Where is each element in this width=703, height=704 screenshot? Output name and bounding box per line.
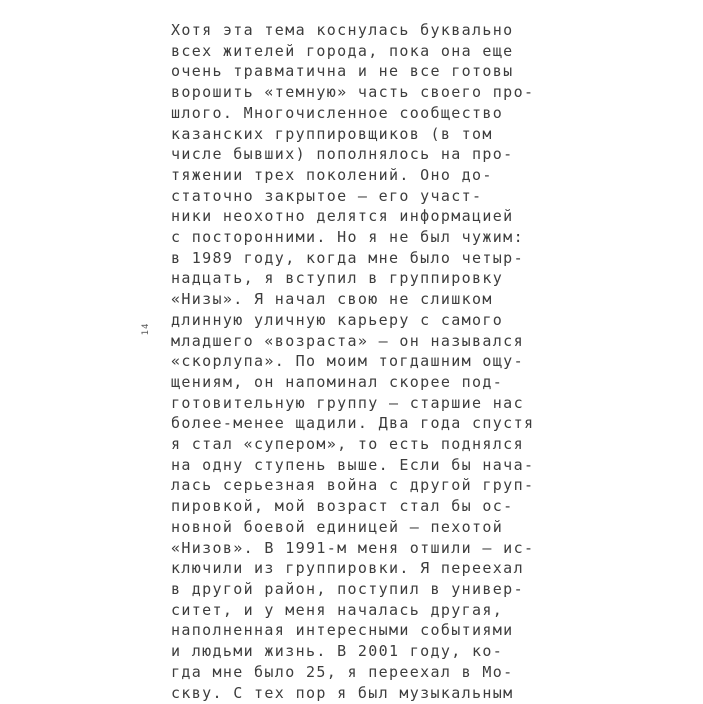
text-line: «Низов». В 1991-м меня отшили — ис- xyxy=(171,538,535,557)
body-text xyxy=(171,20,556,703)
text-line: с посторонними. Но я не был чужим: xyxy=(171,228,524,247)
text-line: готовительную группу — старшие нас xyxy=(171,393,524,412)
text-line: длинную уличную карьеру с самого xyxy=(171,310,504,329)
page-number: 14 xyxy=(141,322,151,336)
text-line: «скорлупа». По моим тогдашним ощу- xyxy=(171,352,524,371)
text-line: ключили из группировки. Я переехал xyxy=(171,559,524,578)
text-line: казанских группировщиков (в том xyxy=(171,124,493,143)
text-line: и людьми жизнь. В 2001 году, ко- xyxy=(171,642,504,661)
text-line: числе бывших) пополнялось на про- xyxy=(171,145,514,164)
text-line: скву. С тех пор я был музыкальным xyxy=(171,683,514,702)
text-line: наполненная интересными событиями xyxy=(171,621,514,640)
text-line: я стал «супером», то есть поднялся xyxy=(171,435,524,454)
text-line: щениям, он напоминал скорее под- xyxy=(171,372,504,391)
text-line: всех жителей города, пока она еще xyxy=(171,41,514,60)
text-line: на одну ступень выше. Если бы нача- xyxy=(171,455,535,474)
text-line: в другой район, поступил в универ- xyxy=(171,579,524,598)
text-line: очень травматична и не все готовы xyxy=(171,62,514,81)
text-line: новной боевой единицей — пехотой xyxy=(171,517,504,536)
text-line: надцать, я вступил в группировку xyxy=(171,269,504,288)
text-line: Хотя эта тема коснулась буквально xyxy=(171,21,514,39)
text-line: статочно закрытое — его участ- xyxy=(171,186,483,205)
text-line: пировкой, мой возраст стал бы ос- xyxy=(171,497,514,516)
text-line: гда мне было 25, я переехал в Мо- xyxy=(171,662,514,681)
text-line: ворошить «темную» часть своего про- xyxy=(171,83,535,102)
text-line: младшего «возраста» — он назывался xyxy=(171,331,524,350)
text-line: ситет, и у меня началась другая, xyxy=(171,600,504,619)
text-line: более-менее щадили. Два года спустя xyxy=(171,414,535,433)
text-line: «Низы». Я начал свою не слишком xyxy=(171,290,493,309)
text-line: ники неохотно делятся информацией xyxy=(171,207,514,226)
text-line: тяжении трех поколений. Оно до- xyxy=(171,165,493,184)
text-line: в 1989 году, когда мне было четыр- xyxy=(171,248,524,267)
text-line: шлого. Многочисленное сообщество xyxy=(171,103,504,122)
text-line: лась серьезная война с другой груп- xyxy=(171,476,535,495)
